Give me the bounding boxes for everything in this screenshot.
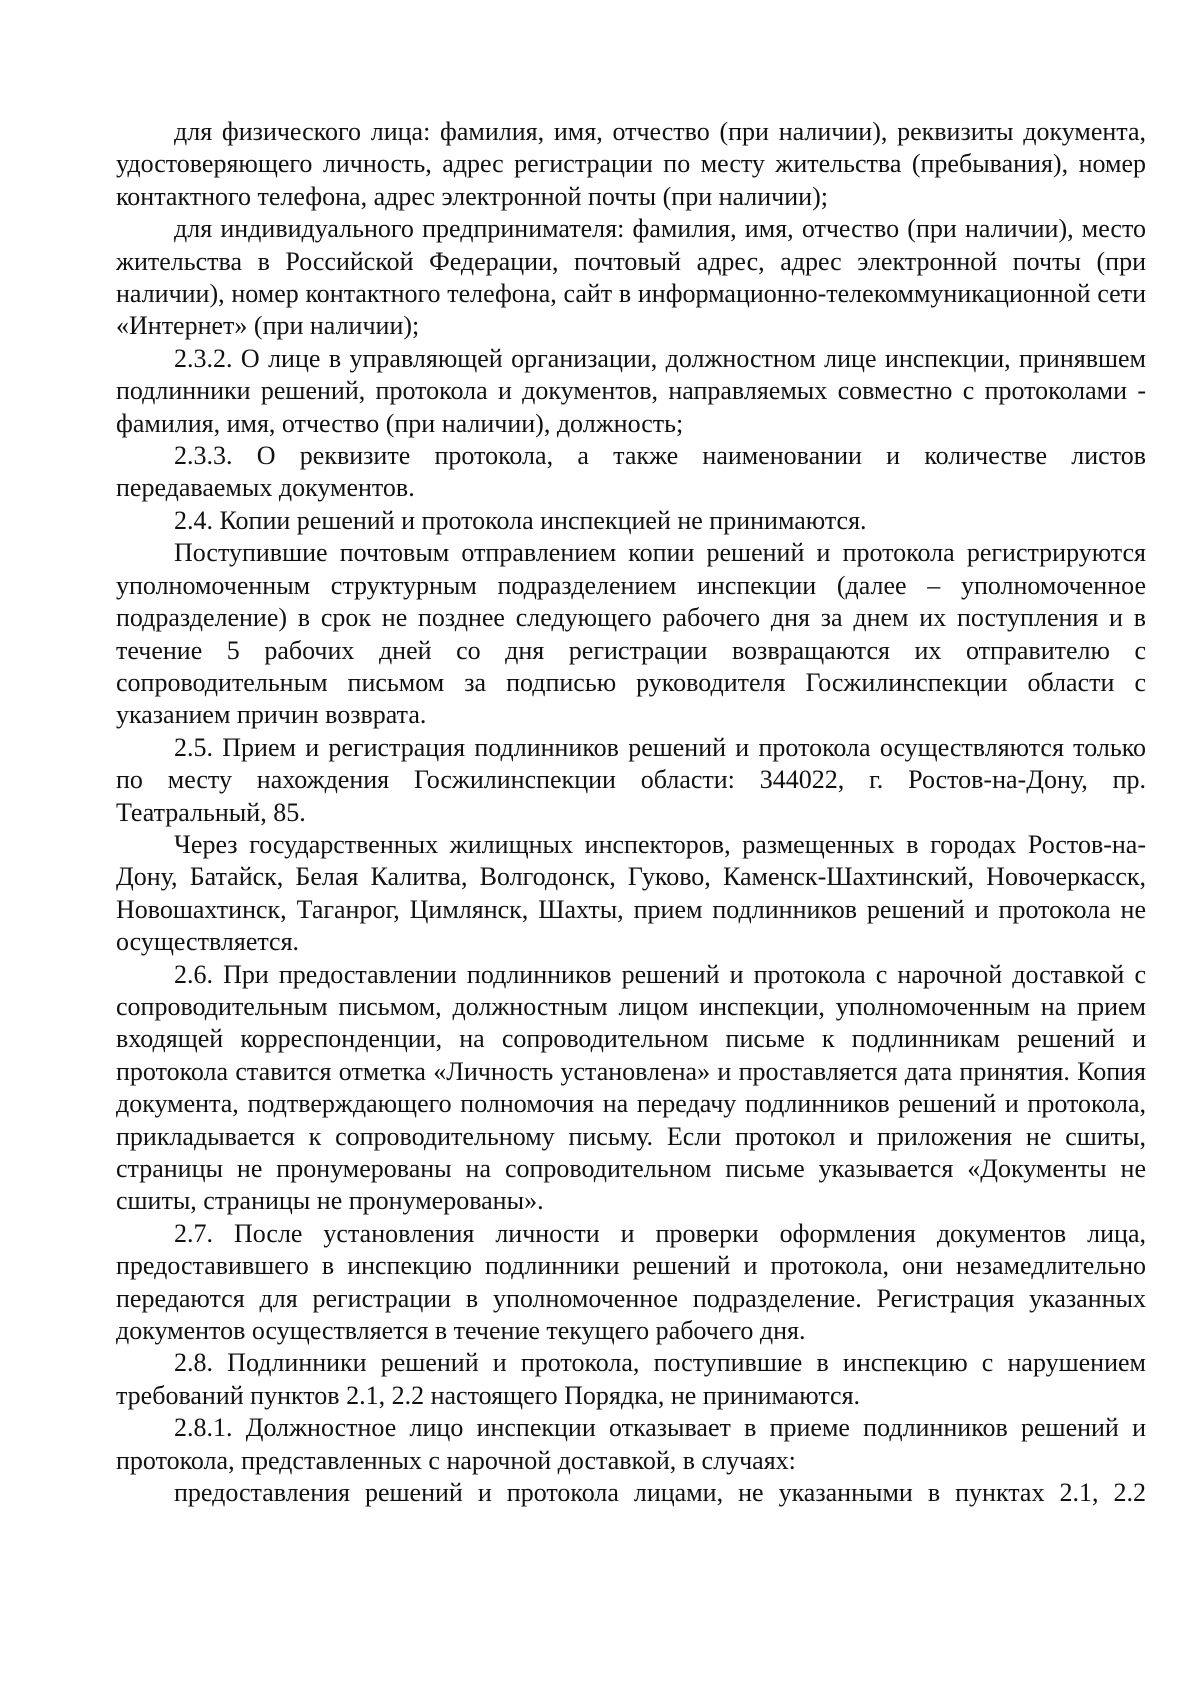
paragraph-2-4: 2.4. Копии решений и протокола инспекцией не принимаются. xyxy=(174,505,867,535)
paragraph-2-6: 2.6. При предоставлении подлинников решений и протокола с нарочной доставкой с сопроводительным письмом, должностным лицом инспекции, уполномоченным на прием входящей корреспонденции, на сопроводительном письме к подлинникам решений и протокола ставится отметка «Личность установлена» и проставляется дата принятия. Копия документа, подтверждающего полномочия на передачу подлинников решений и протокола, прикладывается к сопроводительному письму. Если протокол и приложения не сшиты, страницы не пронумерованы на сопроводительном письме указывается «Документы не сшиты, страницы не пронумерованы». xyxy=(116,959,1146,1216)
paragraph-2-8-1: 2.8.1. Должностное лицо инспекции отказывает в приеме подлинников решений и протокола, представленных с нарочной доставкой, в случаях: xyxy=(116,1413,1146,1475)
paragraph-postal-copies: Поступившие почтовым отправлением копии решений и протокола регистрируются уполномоченным структурным подразделением инспекции (далее – уполномоченное подразделение) в срок не позднее следующего рабочего дня за днем их поступления и в течение 5 рабочих дней со дня регистрации возвращаются их отправителю с сопроводительным письмом за подписью руководителя Госжилинспекции области с указанием причин возврата. xyxy=(116,538,1146,730)
paragraph-2-5: 2.5. Прием и регистрация подлинников решений и протокола осуществляются только по месту нахождения Госжилинспекции области: 344022, г. Ростов-на-Дону, пр. Театральный, 85. xyxy=(116,732,1146,827)
document-body xyxy=(116,116,1146,1509)
paragraph-inspectors-cities: Через государственных жилищных инспекторов, размещенных в городах Ростов-на-Дону, Батайск, Белая Калитва, Волгодонск, Гуково, Каменск-Шахтинский, Новочеркасск, Новошахтинск, Таганрог, Цимлянск, Шахты, прием подлинников решений и протокола не осуществляется. xyxy=(116,829,1146,957)
paragraph-2-3-2: 2.3.2. О лице в управляющей организации, должностном лице инспекции, принявшем подлинники решений, протокола и документов, направляемых совместно с протоколами - фамилия, имя, отчество (при наличии), должность; xyxy=(116,343,1146,438)
paragraph-entrepreneur: для индивидуального предпринимателя: фамилия, имя, отчество (при наличии), место жительства в Российской Федерации, почтовый адрес, адрес электронной почты (при наличии), номер контактного телефона, сайт в информационно-телекоммуникационной сети «Интернет» (при наличии); xyxy=(116,214,1146,341)
paragraph-2-7: 2.7. После установления личности и проверки оформления документов лица, предоставившего в инспекцию подлинники решений и протокола, они незамедлительно передаются для регистрации в уполномоченное подразделение. Регистрация указанных документов осуществляется в течение текущего рабочего дня. xyxy=(116,1218,1146,1346)
paragraph-individual-person: для физического лица: фамилия, имя, отчество (при наличии), реквизиты документа, удостоверяющего личность, адрес регистрации по месту жительства (пребывания), номер контактного телефона, адрес электронной почты (при наличии); xyxy=(116,117,1146,211)
paragraph-2-8: 2.8. Подлинники решений и протокола, поступившие в инспекцию с нарушением требований пунктов 2.1, 2.2 настоящего Порядка, не принимаются. xyxy=(116,1348,1146,1410)
paragraph-2-3-3: 2.3.3. О реквизите протокола, а также наименовании и количестве листов передаваемых документов. xyxy=(116,441,1146,503)
paragraph-refusal-case: предоставления решений и протокола лицами, не указанными в пунктах 2.1, 2.2 xyxy=(174,1478,1146,1508)
